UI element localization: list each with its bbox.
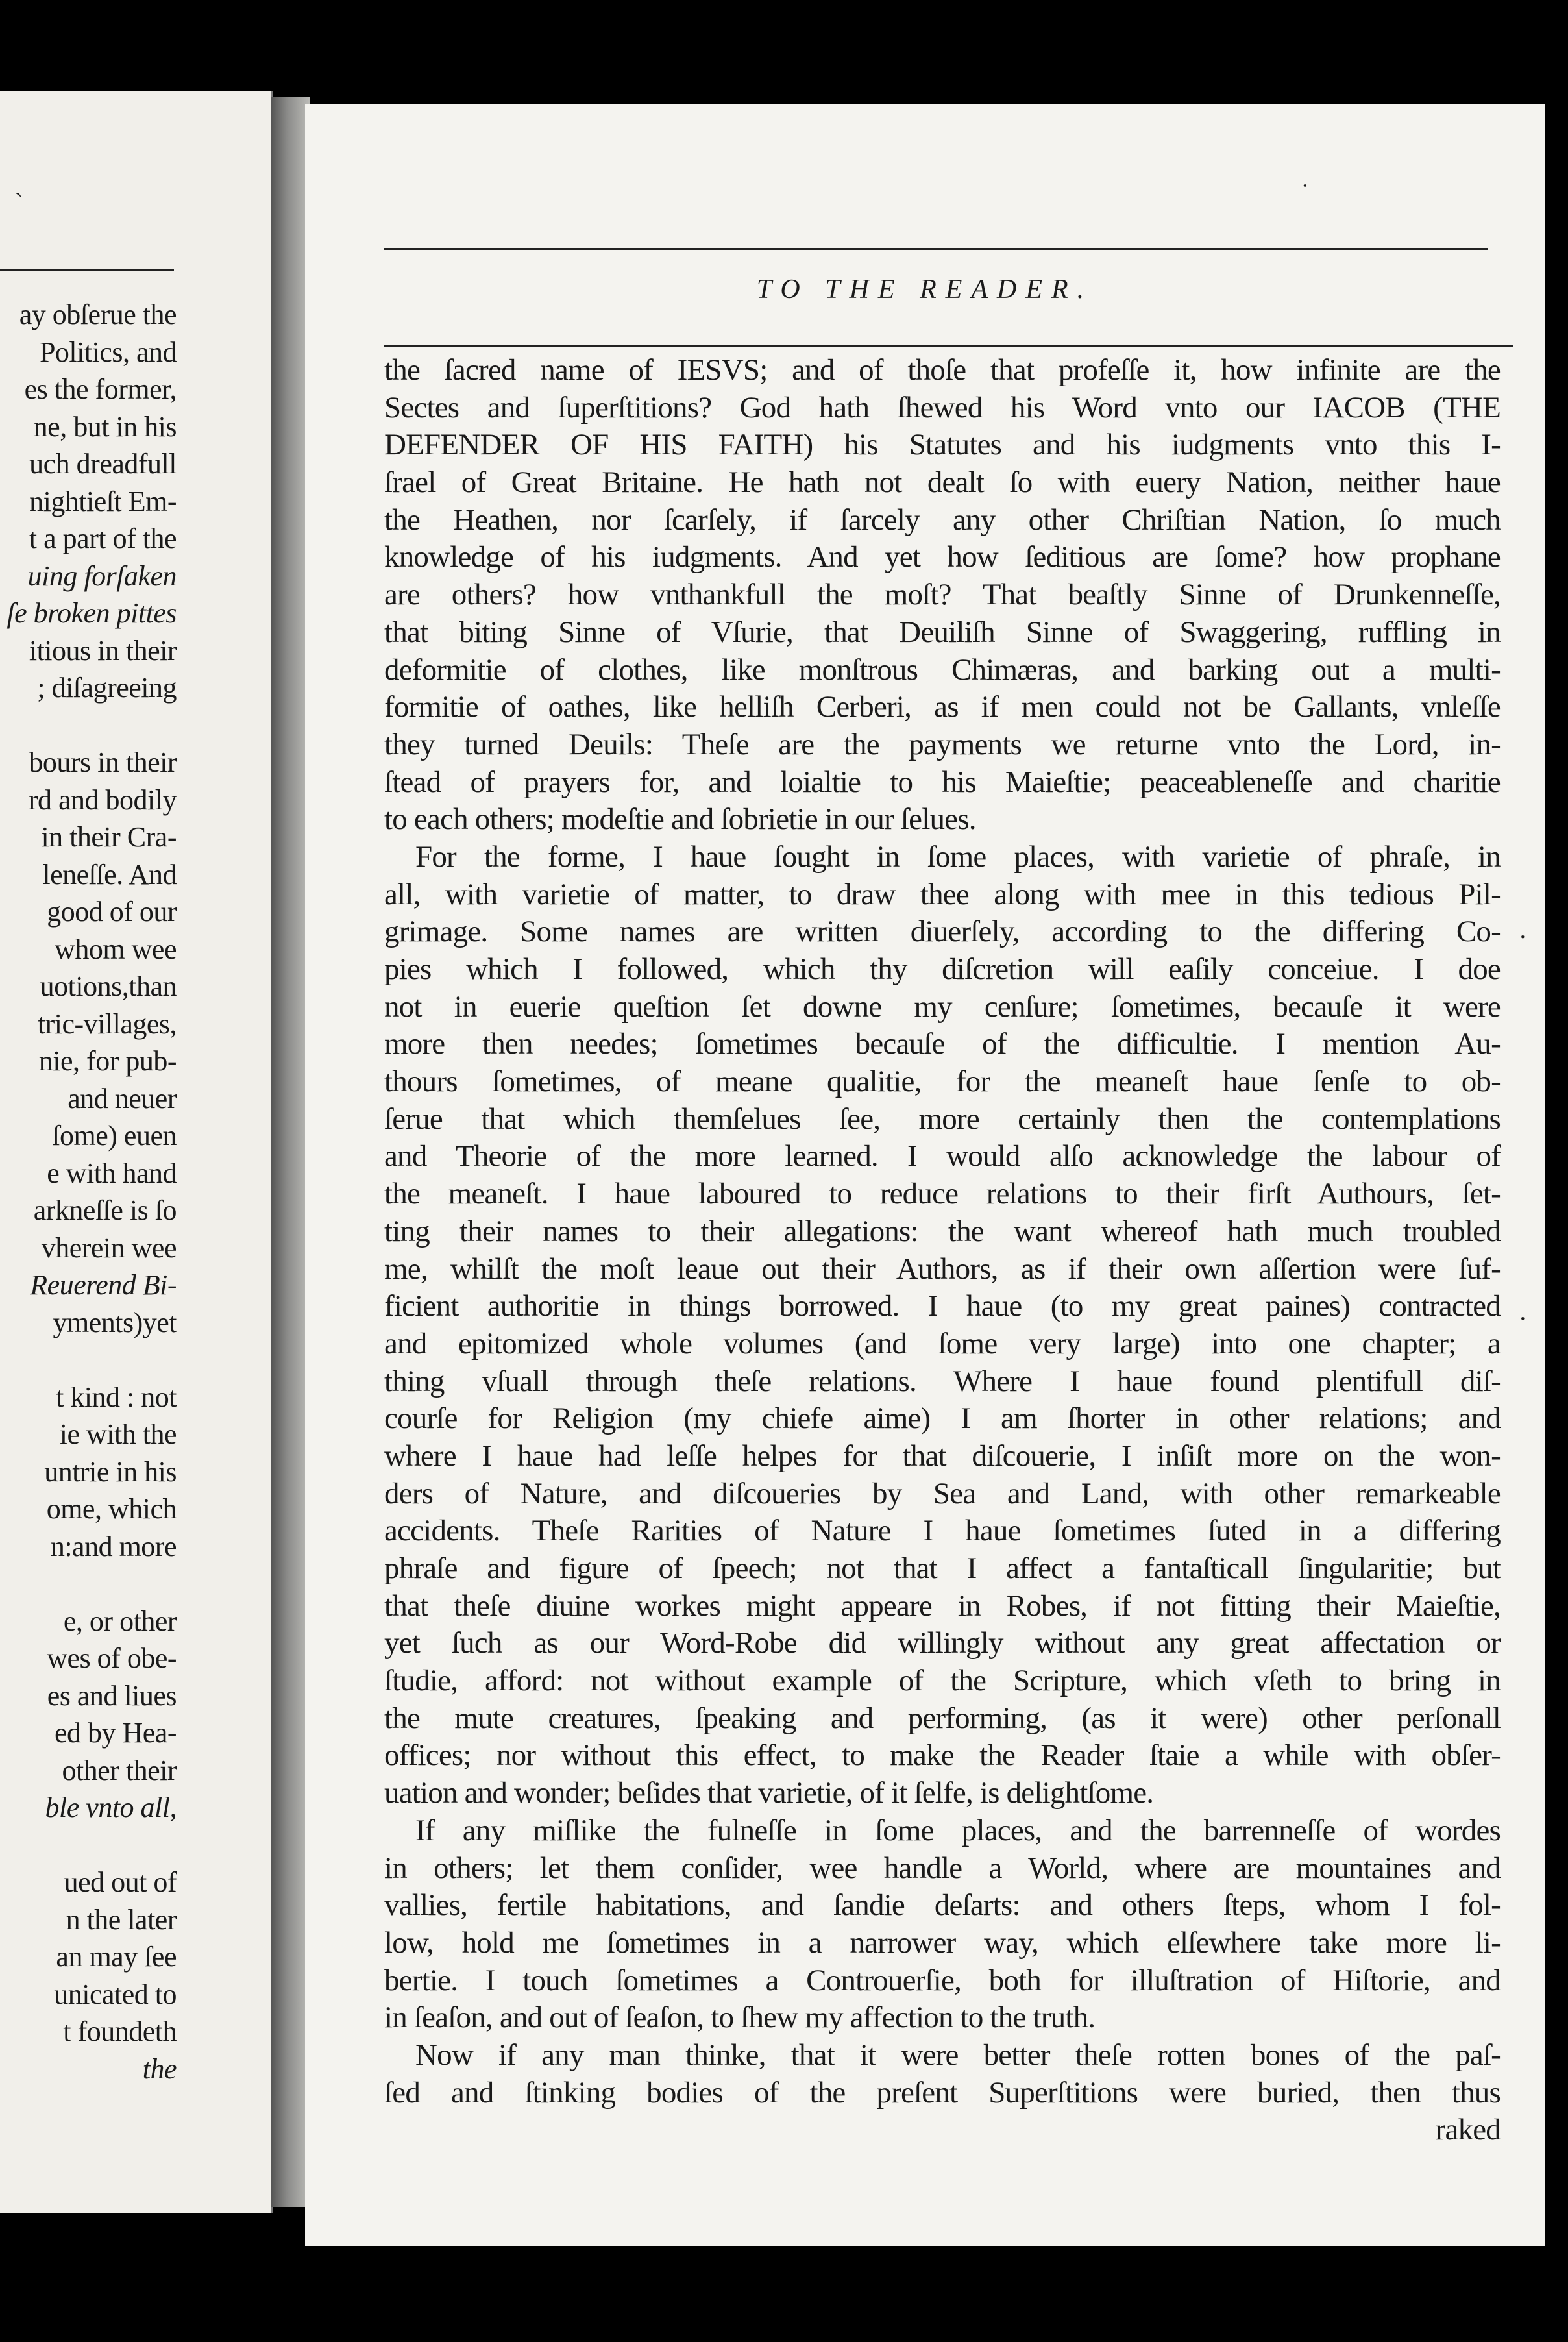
left-text-line: Reuerend Bi- — [30, 1269, 177, 1301]
body-text-line: knowledge of his iudgments. And yet how ſeditious are ſome? how prophane — [384, 540, 1501, 574]
left-text-line: uing forſaken — [27, 560, 177, 592]
left-text-line — [0, 707, 177, 745]
body-text-line: Now if any man thinke, that it were better theſe rotten bones of the paſ- — [415, 2038, 1501, 2072]
left-text-line: ne, but in his — [33, 410, 177, 443]
body-text-line: ficient authoritie in things borrowed. I haue (to my great paines) contracted — [384, 1289, 1501, 1324]
body-text-line: that theſe diuine workes might appeare in Robes, if not fitting their Maieſtie, — [384, 1588, 1501, 1623]
left-text-line: uotions,than — [40, 970, 177, 1002]
body-text-line: in others; let them conſider, wee handle a World, where are mountaines and — [384, 1851, 1501, 1885]
body-text-line: the ſacred name of IESVS; and of thoſe that profeſſe it, how infinite are the — [384, 353, 1501, 387]
body-text-line: Sectes and ſuperſtitions? God hath ſhewed his Word vnto our IACOB (THE — [384, 390, 1501, 425]
body-text-line: ſerue that which themſelues ſee, more certainly then the contemplations — [384, 1102, 1501, 1136]
book-gutter — [271, 97, 310, 2207]
left-text-line: ay obſerue the — [19, 299, 177, 330]
body-text-line: and Theorie of the more learned. I would alſo acknowledge the labour of — [384, 1139, 1501, 1174]
left-text-line: yments)yet — [53, 1306, 177, 1338]
body-text-line: all, with varietie of matter, to draw thee along with mee in this tedious Pil- — [384, 877, 1501, 911]
body-text-line: the Heathen, nor ſcarſely, if ſarcely any other Chriſtian Nation, ſo much — [384, 502, 1501, 537]
body-text — [384, 352, 1501, 2149]
left-text-line: untrie in his — [44, 1455, 177, 1488]
body-text-line: bertie. I touch ſometimes a Controuerſie, both for illuſtration of Hiſtorie, and — [384, 1963, 1501, 1997]
body-text-line: yet ſuch as our Word-Robe did willingly without any great affectation or — [384, 1626, 1501, 1660]
left-text-line: e, or other — [63, 1605, 177, 1637]
left-text-line: ome, which — [46, 1493, 177, 1525]
left-text-line — [0, 1565, 177, 1603]
body-text-line: accidents. Theſe Rarities of Nature I haue ſometimes ſuted in a differing — [384, 1514, 1501, 1548]
body-text-line: ting their names to their allegations: the want whereof hath much troubled — [384, 1214, 1501, 1248]
left-page-mark: ` — [14, 188, 23, 217]
left-text-line: arkneſſe is ſo — [33, 1194, 177, 1226]
body-text-line: offices; nor without this effect, to make the Reader ſtaie a while with obſer- — [384, 1738, 1501, 1773]
body-text-line: ſtudie, afford: not without example of the Scripture, which vſeth to bring in — [384, 1664, 1501, 1698]
body-text-line: ders of Nature, and diſcoueries by Sea and Land, with other remarkeable — [384, 1476, 1501, 1510]
left-text-line: es and liues — [47, 1679, 177, 1712]
left-text-line: ed by Hea- — [54, 1717, 177, 1749]
left-text-line: ie with the — [59, 1418, 177, 1450]
left-page — [0, 91, 273, 2213]
left-text-line: n:and more — [50, 1530, 177, 1562]
margin-mark: · — [1519, 1305, 1527, 1333]
left-text-line: ſe broken pittes — [6, 597, 177, 629]
left-text-line: nie, for pub- — [38, 1045, 177, 1077]
body-text-line: me, whilſt the moſt leaue out their Authors, as if their own aſſertion were ſuf- — [384, 1251, 1501, 1286]
body-text-line: to each others; modeſtie and ſobrietie in our ſelues. — [384, 802, 976, 837]
left-text-line: and neuer — [67, 1082, 177, 1115]
left-text-line: tric-villages, — [37, 1007, 177, 1040]
body-text-line: For the forme, I haue ſought in ſome places, with varietie of phraſe, in — [415, 839, 1501, 874]
body-text-line: they turned Deuils: Theſe are the payments we returne vnto the Lord, in- — [384, 727, 1501, 761]
left-text-line: uch dreadfull — [29, 448, 177, 480]
left-text-line: e with hand — [47, 1157, 177, 1189]
body-text-line: more then needes; ſometimes becauſe of the difficultie. I mention Au- — [384, 1027, 1501, 1061]
body-text-line: raked — [1435, 2113, 1501, 2147]
body-text-line: courſe for Religion (my chiefe aime) I am ſhorter in other relations; and — [384, 1401, 1501, 1436]
left-text-line: ſome) euen — [52, 1120, 177, 1152]
body-text-line: the meaneſt. I haue laboured to reduce relations to their firſt Authours, ſet- — [384, 1177, 1501, 1211]
body-text-line: pies which I followed, which thy diſcretion will eaſily conceiue. I doe — [384, 952, 1501, 986]
left-text-line: ble vnto all, — [45, 1792, 177, 1823]
left-text-line: n the later — [66, 1903, 177, 1936]
left-text-line — [0, 1341, 177, 1379]
body-text-line: that biting Sinne of Vſurie, that Deuiliſh Sinne of Swaggering, ruffling in — [384, 615, 1501, 649]
left-text-line: other their — [62, 1754, 177, 1786]
left-text-line: ; diſagreeing — [37, 672, 177, 704]
body-text-line: vallies, fertile habitations, and ſandie deſarts: and others ſteps, whom I fol- — [384, 1888, 1501, 1923]
left-text-line: es the former, — [24, 373, 177, 405]
left-page-head-rule — [0, 269, 174, 271]
body-text-line: If any miſlike the fulneſſe in ſome places, and the barrenneſſe of wordes — [415, 1813, 1501, 1847]
left-text-line — [0, 1827, 177, 1864]
left-text-line: rd and bodily — [28, 783, 177, 816]
body-text-line: not in euerie queſtion ſet downe my cenſure; ſometimes, becauſe it were — [384, 989, 1501, 1024]
left-text-line: whom wee — [55, 933, 177, 965]
margin-mark: · — [1519, 924, 1527, 951]
body-text-line: in ſeaſon, and out of ſeaſon, to ſhew my affection to the truth. — [384, 2001, 1096, 2035]
left-page-text — [0, 296, 177, 2088]
left-text-line: in their Cra- — [41, 821, 177, 853]
body-text-line: phraſe and figure of ſpeech; not that I affect a fantaſticall ſingularitie; but — [384, 1551, 1501, 1585]
left-text-line: good of our — [47, 896, 177, 928]
body-text-line: low, hold me ſometimes in a narrower way, which elſewhere take more li- — [384, 1925, 1501, 1960]
left-text-line: itious in their — [29, 634, 177, 667]
left-text-line: t kind : not — [56, 1381, 177, 1413]
top-rule — [384, 248, 1488, 250]
left-text-line: the — [142, 2052, 177, 2085]
left-text-line: unicated to — [54, 1978, 177, 2010]
page-mark: · — [1301, 174, 1309, 198]
left-text-line: ued out of — [64, 1866, 177, 1898]
body-text-line: thours ſometimes, of meane qualitie, for the meaneſt haue ſenſe to ob- — [384, 1065, 1501, 1099]
body-text-line: the mute creatures, ſpeaking and performing, (as it were) other perſonall — [384, 1701, 1501, 1735]
left-text-line: an may ſee — [56, 1941, 177, 1973]
body-text-line: ſed and ſtinking bodies of the preſent Superſtitions were buried, then thus — [384, 2075, 1501, 2110]
body-text-line: are others? how vnthankfull the moſt? That beaſtly Sinne of Drunkenneſſe, — [384, 578, 1501, 612]
left-text-line: Politics, and — [39, 336, 177, 368]
body-text-line: where I haue had leſſe helpes for that diſcouerie, I inſiſt more on the won- — [384, 1438, 1501, 1473]
body-text-line: grimage. Some names are written diuerſely, according to the differing Co- — [384, 915, 1501, 949]
left-text-line: nightieſt Em- — [29, 485, 177, 517]
body-text-line: thing vſuall through theſe relations. Where I haue found plentifull diſ- — [384, 1364, 1501, 1398]
left-text-line: t foundeth — [63, 2015, 177, 2047]
left-text-line: t a part of the — [29, 523, 177, 554]
body-text-line: formitie of oathes, like helliſh Cerberi, as if men could not be Gallants, vnleſſe — [384, 690, 1501, 724]
right-page — [305, 104, 1545, 2246]
left-text-line: wes of obe- — [47, 1642, 177, 1674]
body-text-line: uation and wonder; beſides that varietie, of it ſelfe, is delightſome. — [384, 1776, 1154, 1810]
body-text-line: and epitomized whole volumes (and ſome very large) into one chapter; a — [384, 1326, 1501, 1361]
body-text-line: ſrael of Great Britaine. He hath not dealt ſo with euery Nation, neither haue — [384, 465, 1501, 500]
body-text-line: ſtead of prayers for, and loialtie to his Maieſtie; peaceableneſſe and charitie — [384, 765, 1501, 799]
head-rule — [384, 345, 1513, 347]
body-text-line: deformitie of clothes, like monſtrous Chimæras, and barking out a multi- — [384, 652, 1501, 687]
left-text-line: leneſſe. And — [42, 858, 177, 891]
left-text-line: bours in their — [29, 746, 177, 778]
running-head: TO THE READER. — [756, 275, 1094, 304]
left-text-line: vherein wee — [41, 1231, 177, 1264]
body-text-line: DEFENDER OF HIS FAITH) his Statutes and his iudgments vnto this I- — [384, 428, 1501, 462]
